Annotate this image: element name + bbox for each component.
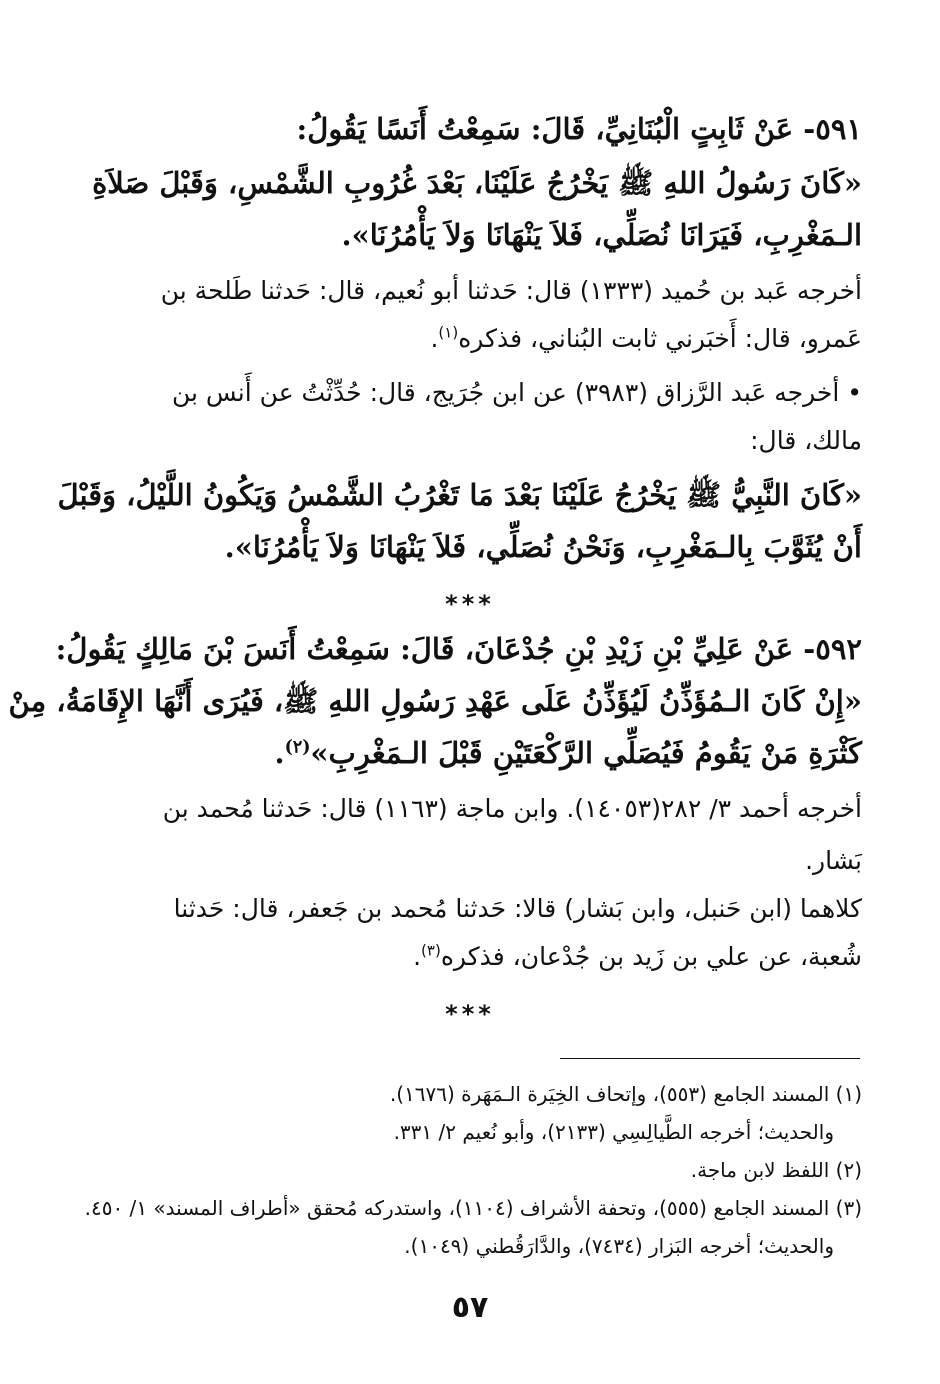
section-separator-1: *** <box>445 590 495 618</box>
footnote-ref-1: (١) <box>438 323 459 342</box>
hadith-592-takhrij-2-line-1: كلاهما (ابن حَنبل، وابن بَشار) قالا: حَدثنا مُحمد بن جَعفر، قال: حَدثنا <box>173 894 862 923</box>
hadith-591-header: ٥٩١- عَنْ ثَابِتٍ الْبُنَانِيِّ، قَالَ: سَمِعْتُ أَنَسًا يَقُولُ: <box>296 112 862 146</box>
hadith-592-header: ٥٩٢- عَنْ عَلِيِّ بْنِ زَيْدِ بْنِ جُدْعَانَ، قَالَ: سَمِعْتُ أَنَسَ بْنَ مَالِكٍ يَقُولُ: <box>55 632 862 666</box>
hadith-text: كَثْرَةِ مَنْ يَقُومُ فَيُصَلِّي الرَّكْعَتَيْنِ قَبْلَ الـمَغْرِبِ» <box>310 736 862 770</box>
hadith-591-text-2-line-1: «كَانَ النَّبِيُّ ﷺ يَخْرُجُ عَلَيْنَا بَعْدَ مَا تَغْرُبُ الشَّمْسُ وَيَكُونُ اللَّيْلُ، وَقَبْلَ <box>57 478 862 512</box>
footnote-ref-3: (٣) <box>421 941 441 960</box>
footnote-divider <box>560 1058 860 1059</box>
hadith-592-takhrij-1-line-2: بَشار. <box>805 846 862 875</box>
footnote-2-line-1: (٢) اللفظ لابن ماجة. <box>690 1158 862 1182</box>
hadith-591-takhrij-1-line-2 <box>122 324 862 353</box>
takhrij-period: . <box>430 324 439 353</box>
hadith-period: . <box>274 736 285 770</box>
hadith-591-text-line-2: الـمَغْرِبِ، فَيَرَانَا نُصَلِّي، فَلاَ يَنْهَانَا وَلاَ يَأْمُرُنَا». <box>341 218 862 252</box>
takhrij-period: . <box>413 942 422 971</box>
footnote-1-line-1: (١) المسند الجامع (٥٥٣)، وإتحاف الخِيَرة الـمَهَرة (١٦٧٦). <box>389 1082 862 1106</box>
footnote-3-line-1: (٣) المسند الجامع (٥٥٥)، وتحفة الأشراف (١١٠٤)، واستدركه مُحقق «أطراف المسند» ١/ ٤٥٠. <box>84 1196 862 1220</box>
hadith-592-text-line-1: «إِنْ كَانَ الـمُؤَذِّنُ لَيُؤَذِّنُ عَلَى عَهْدِ رَسُولِ اللهِ ﷺ، فَيُرَى أَنَّهَا الإِقَامَةُ، مِنْ <box>8 684 862 718</box>
hadith-591-text-2-line-2: أَنْ يُثَوَّبَ بِالـمَغْرِبِ، وَنَحْنُ نُصَلِّي، فَلاَ يَنْهَانَا وَلاَ يَأْمُرُنَا». <box>224 530 862 564</box>
hadith-591-takhrij-1-line-1: أخرجه عَبد بن حُميد (١٣٣٣) قال: حَدثنا أبو نُعيم، قال: حَدثنا طَلحة بن <box>160 276 862 305</box>
hadith-591-takhrij-2-line-2: مالك، قال: <box>750 426 862 455</box>
hadith-591-text-line-1: «كَانَ رَسُولُ اللهِ ﷺ يَخْرُجُ عَلَيْنَا، بَعْدَ غُرُوبِ الشَّمْسِ، وَقَبْلَ صَلاَةِ <box>92 166 862 200</box>
hadith-592-takhrij-1-line-1: أخرجه أحمد ٣/ ٢٨٢(١٤٠٥٣). وابن ماجة (١١٦٣) قال: حَدثنا مُحمد بن <box>162 794 862 823</box>
footnote-1-line-2: والحديث؛ أخرجه الطَّيالِسِي (٢١٣٣)، وأبو نُعيم ٢/ ٣٣١. <box>393 1120 834 1144</box>
hadith-592-takhrij-2-line-2 <box>122 942 862 971</box>
footnote-ref-2: (٢) <box>284 737 311 758</box>
hadith-592-text-line-2 <box>122 736 862 770</box>
footnote-3-line-2: والحديث؛ أخرجه البَزار (٧٤٣٤)، والدَّارَقُطني (١٠٤٩). <box>404 1234 834 1258</box>
takhrij-text: شُعبة، عن علي بن زَيد بن جُدْعان، فذكره <box>440 942 862 971</box>
hadith-591-takhrij-2-line-1: • أخرجه عَبد الرَّزاق (٣٩٨٣) عن ابن جُرَيج، قال: حُدِّثْتُ عن أَنس بن <box>172 378 862 407</box>
section-separator-2: *** <box>445 1000 495 1028</box>
page-number: ٥٧ <box>451 1290 489 1325</box>
takhrij-text: عَمرو، قال: أَخبَرني ثابت البُناني، فذكره <box>458 324 862 353</box>
